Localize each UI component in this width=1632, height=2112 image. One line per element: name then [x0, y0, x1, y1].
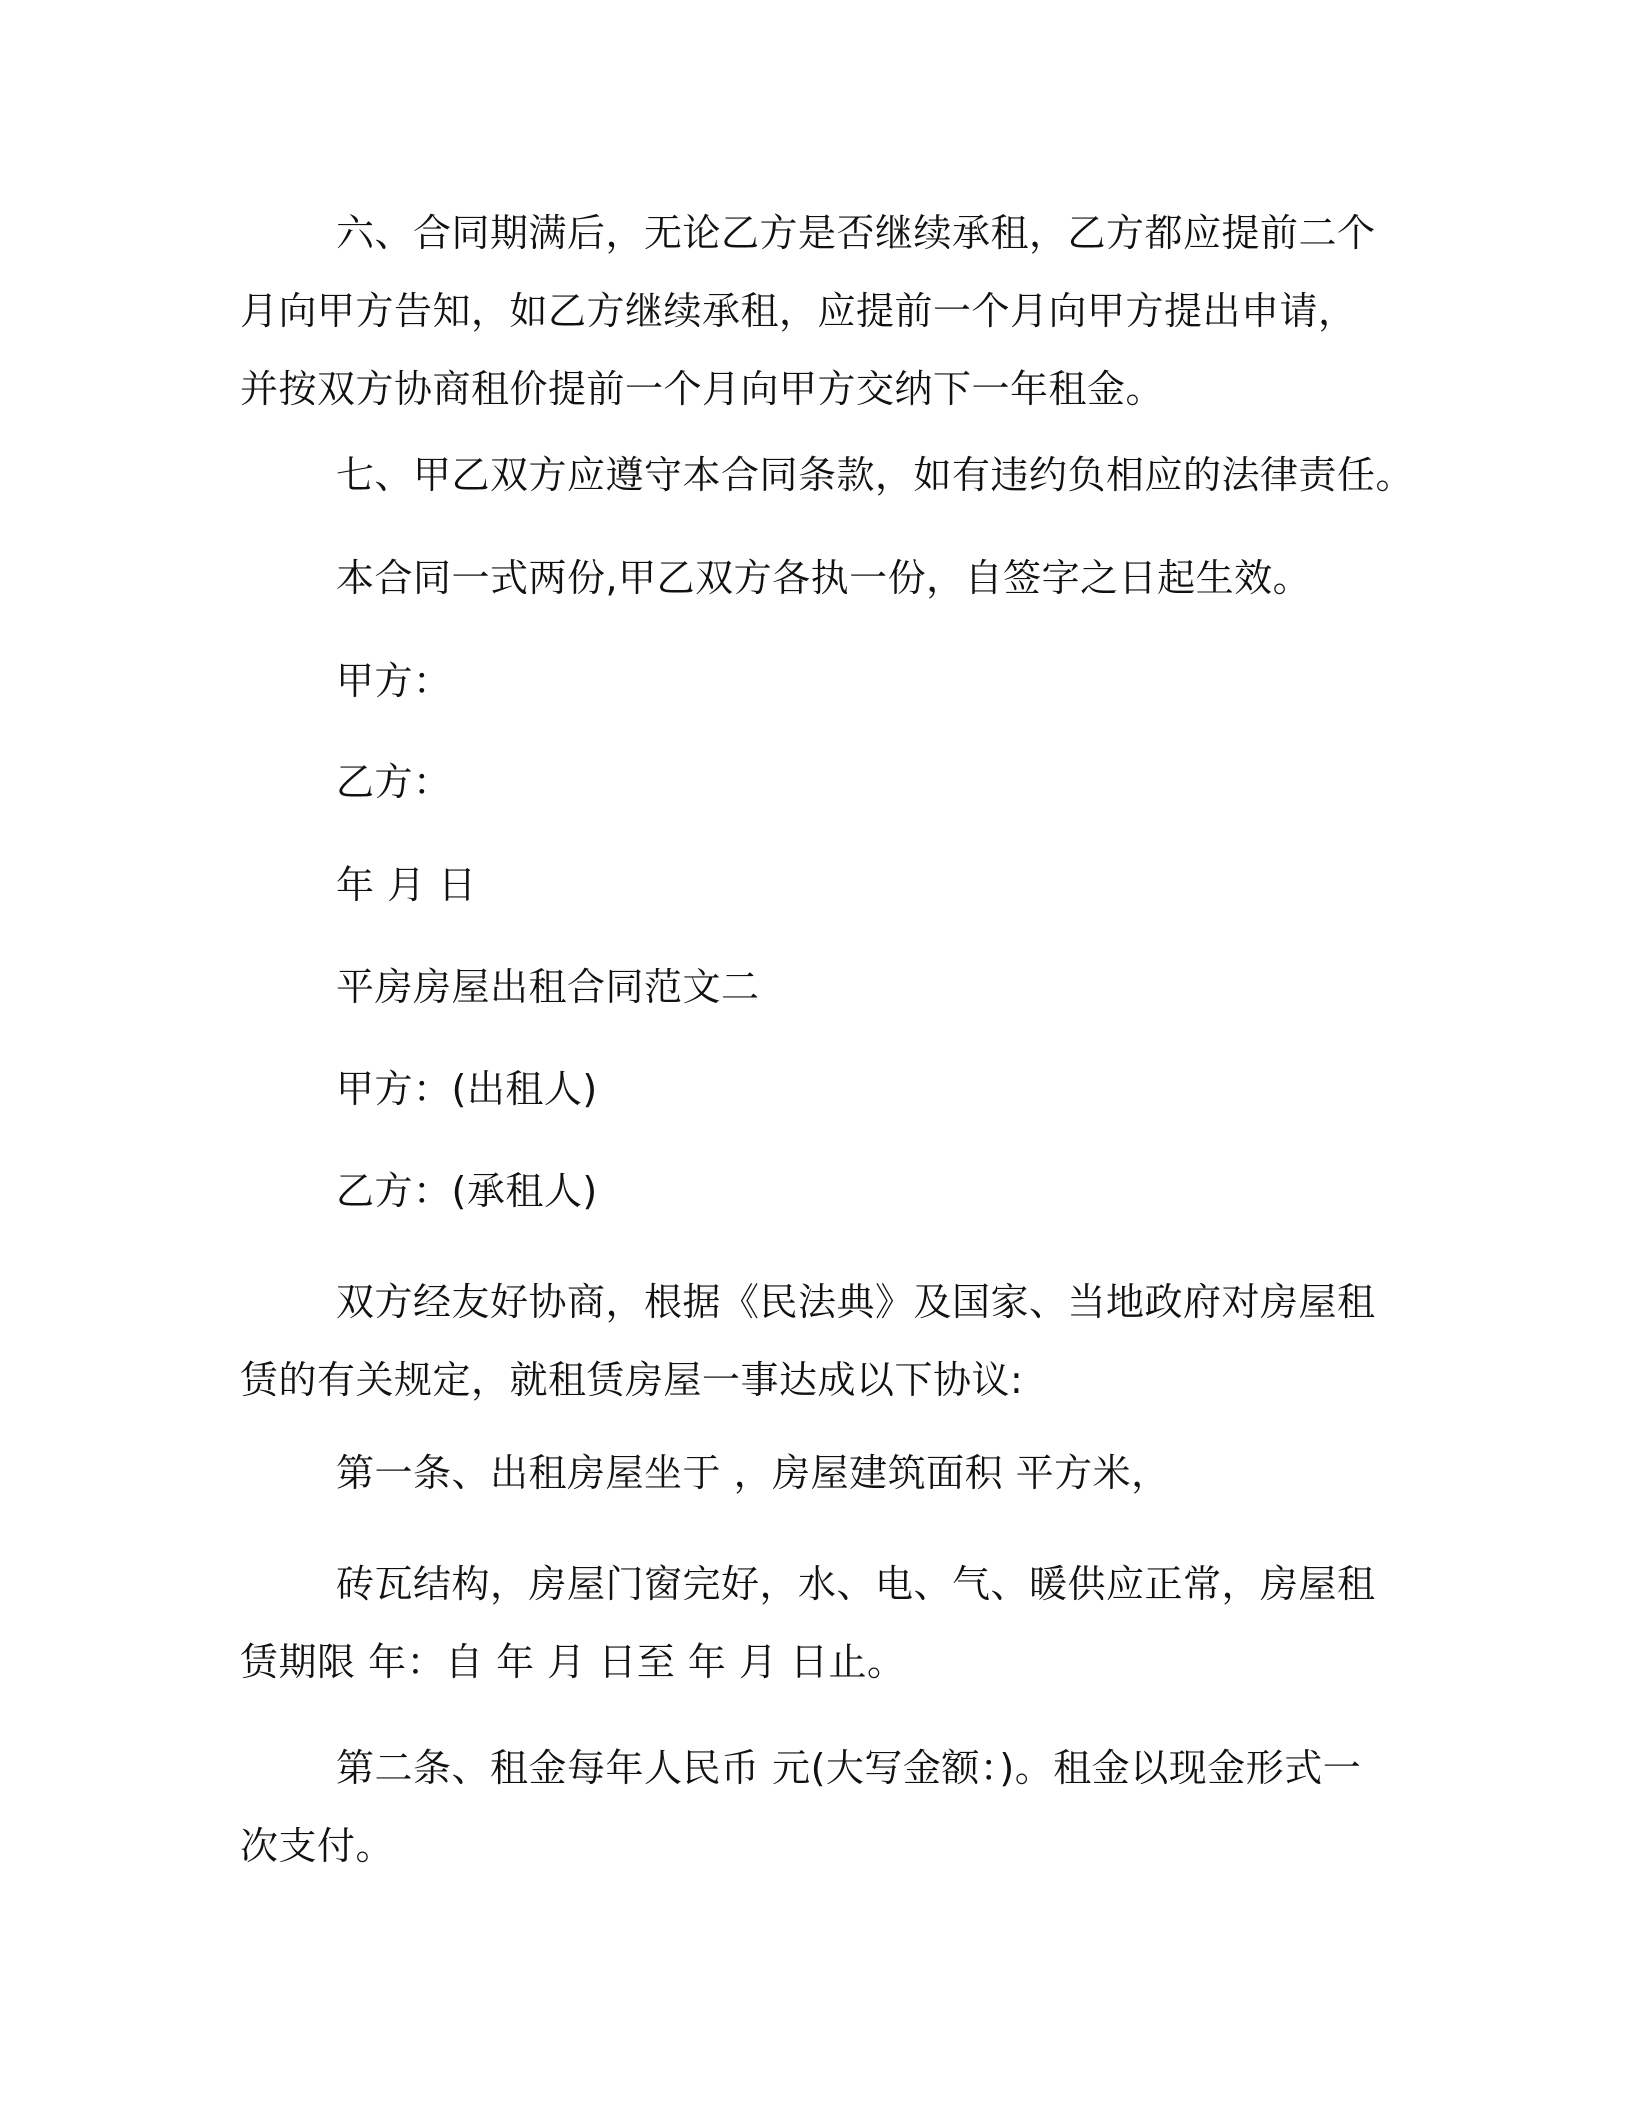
- copies-paragraph: 本合同一式两份,甲乙双方各执一份，自签字之日起生效。: [336, 556, 1312, 600]
- clause-six-paragraph: 六、合同期满后，无论乙方是否继续承租，乙方都应提前二个月向甲方告知，如乙方继续承租，应提前一个月向甲方提出申请，并按双方协商租价提前一个月向甲方交纳下一年租金。: [240, 211, 1376, 411]
- structure-term-paragraph: 砖瓦结构，房屋门窗完好，水、电、气、暖供应正常，房屋租赁期限 年：自 年 月 日至 年 月 日止。: [240, 1562, 1376, 1684]
- article-two-paragraph: 第二条、租金每年人民币 元(大写金额：)。租金以现金形式一次支付。: [240, 1746, 1362, 1868]
- article-one-paragraph: 第一条、出租房屋坐于 ，房屋建筑面积 平方米，: [336, 1451, 1170, 1495]
- date-line: 年 月 日: [336, 863, 477, 907]
- party-a-signature-line: 甲方：: [336, 659, 452, 703]
- section-title: 平房房屋出租合同范文二: [336, 965, 760, 1009]
- clause-seven-paragraph: 七、甲乙双方应遵守本合同条款，如有违约负相应的法律责任。: [336, 453, 1415, 497]
- party-a-lessor-line: 甲方：(出租人): [336, 1067, 598, 1111]
- party-b-signature-line: 乙方：: [336, 760, 452, 804]
- party-b-lessee-line: 乙方：(承租人): [336, 1169, 598, 1213]
- preamble-paragraph: 双方经友好协商，根据《民法典》及国家、当地政府对房屋租赁的有关规定，就租赁房屋一事达成以下协议:: [240, 1280, 1376, 1402]
